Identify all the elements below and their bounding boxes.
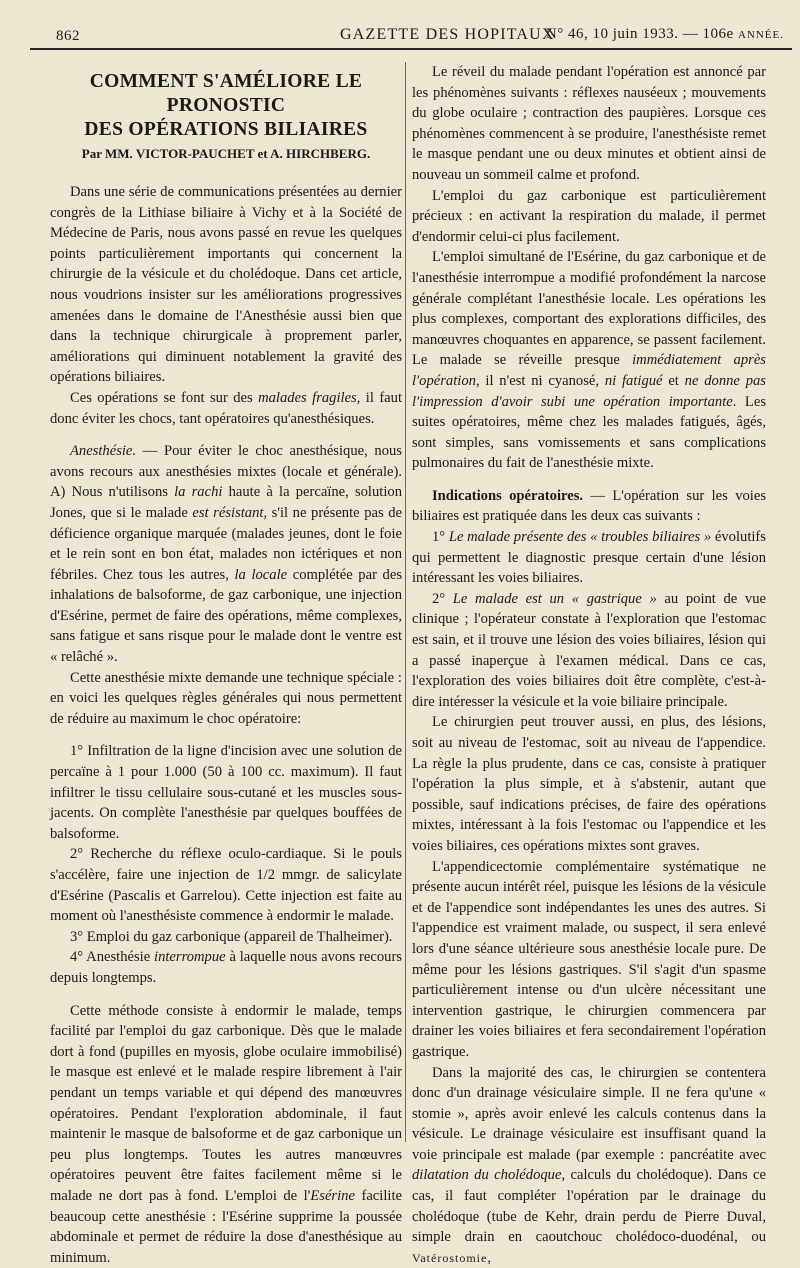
- spacer: [50, 429, 402, 441]
- emphasis: ne donne pas l'impression d'avoir subi une opération importante: [412, 373, 766, 410]
- text-run: ,: [487, 1250, 491, 1266]
- emphasis: malades fragiles: [258, 390, 357, 406]
- emphasis: la rachi: [174, 484, 222, 500]
- journal-title: GAZETTE DES HOPITAUX: [340, 26, 555, 44]
- indication-item-1: [412, 527, 766, 589]
- issue-date: N° 46, 10 juin 1933. —: [546, 26, 698, 42]
- emphasis: Le malade est un « gastrique »: [453, 591, 657, 607]
- text-run: , il faut donc éviter les chocs, tant opératoires qu'anesthésiques.: [50, 390, 402, 427]
- right-column: [412, 62, 766, 1268]
- page-number: 862: [56, 28, 80, 45]
- year-label: 106e: [703, 26, 734, 42]
- text-run: facilite beaucoup cette anesthésie : l'Esérine supprime la poussée abdominale et permet de réduire la dose d'anesthésique au minimum.: [50, 1188, 402, 1266]
- paragraph-chirurgien: Le chirurgien peut trouver aussi, en plus, des lésions, soit au niveau de l'estomac, soit au niveau de l'appendice. La règle la plus prudente, dans ce cas, consiste à pratiquer l'opération la plus simple, et à s'abstenir, autant que possible, sauf indications précises, de faire des opérations mixtes, intéressant à la fois l'estomac ou l'appendice et les voies biliaires, ces opérations mixtes sont graves.: [412, 712, 766, 856]
- text-run: L'emploi simultané de l'Esérine, du gaz carbonique et de l'anesthésie interrompue a modifié profondément la narcose générale complétant l'anesthésie locale. Les opérations les plus complexes, comportant des explorations difficiles, des manœuvres choquantes en apparence, se passent facilement. Le malade se réveille presque: [412, 249, 766, 368]
- text-run: . Les suites opératoires, même chez les malades fatigués, âgés, sont simples, sans vomissements et sans complications pulmonaires du fait de l'anesthésie mixte.: [412, 394, 766, 472]
- text-run: évolutifs qui permettent le diagnostic presque certain d'une lésion intéressant les voies biliaires.: [412, 529, 766, 586]
- text-run: , calculs du cholédoque). Dans ce cas, il faut compléter l'opération par le drainage du cholédoque (tube de Kehr, drain perdu de Pierre Duval, simple drain en caoutchouc cholédoco-duodénal, ou: [412, 1167, 766, 1245]
- running-header: [30, 18, 792, 50]
- paragraph-anesthesie: [50, 441, 402, 668]
- title-line-2: DES OPÉRATIONS BILIAIRES: [50, 118, 402, 142]
- text-run: et: [663, 373, 685, 389]
- list-item-4: [50, 947, 402, 988]
- small-caps-run: Vatérostomie: [412, 1251, 487, 1265]
- paragraph-technique: Cette anesthésie mixte demande une technique spéciale : en voici les quelques règles générales qui nous permettent de réduire au maximum le choc opératoire:: [50, 668, 402, 730]
- text-run: à laquelle nous avons recours depuis longtemps.: [50, 949, 402, 986]
- text-run: haute à la percaïne, solution Jones, que si le malade: [50, 484, 402, 521]
- paragraph-appendicectomie: L'appendicectomie complémentaire systématique ne présente aucun intérêt réel, puisque les lésions de la vésicule et de l'appendice sont indépendantes les unes des autres. Si l'appendice est vraiment malade, ou suspect, il sera enlevé lors d'une séance ultérieure sous anesthésie locale pure. De même pour les lésions gastriques. S'il s'agit d'un spasme particulièrement intense ou d'un ulcère nécessitant une intervention gastrique, le chirurgien commencera par drainer les voies biliaires et fera secondairement l'opération gastrique.: [412, 857, 766, 1063]
- text-run: 1°: [432, 529, 449, 545]
- emphasis: dilatation du cholédoque: [412, 1167, 561, 1183]
- indication-item-2: [412, 589, 766, 713]
- emphasis: immédiatement après l'opération: [412, 352, 766, 389]
- text-run: au point de vue clinique ; l'opérateur constate à l'exploration que l'estomac est sain, et il trouve une lésion des voies biliaires, lésion qui a passé inaperçue à l'examen médical. Dans ce cas, l'exploration des voies biliaires doit être complète, c'est-à-dire intéresser la vésicule et la voie biliaire principale.: [412, 591, 766, 710]
- text-run: Dans la majorité des cas, le chirurgien se contentera donc d'un drainage vésiculaire simple. Il ne fera qu'une « stomie », après avoir enlevé les calculs contenus dans la vésicule. Le drainage vésiculaire est insuffisant quand la voie principale est malade (par exemple : pancréatite avec: [412, 1065, 766, 1163]
- text-run: 2°: [432, 591, 453, 607]
- paragraph-gaz: L'emploi du gaz carbonique est particulièrement précieux : en activant la respiration du malade, il permet d'endormir celui-ci plus facilement.: [412, 186, 766, 248]
- text-run: 4° Anesthésie: [70, 949, 154, 965]
- paragraph-drainage: [412, 1063, 766, 1268]
- text-run: — Pour éviter le choc anesthésique, nous avons recours aux anesthésies mixtes (locale et générale). A) Nous n'utilisons: [50, 443, 402, 500]
- emphasis: Esérine: [310, 1188, 355, 1204]
- text-run: complétée par des inhalations de balsoforme, de gaz carbonique, une injection d'Esérine, permet de faire des opérations, même complexes, sans fatigue et sans risque pour le malade dont le ventre est « relâché ».: [50, 567, 402, 665]
- emphasis: est résistant: [192, 505, 263, 521]
- paragraph-indications: [412, 486, 766, 527]
- text-run: Cette méthode consiste à endormir le malade, temps facilité par l'emploi du gaz carbonique. Dès que le malade dort à fond (pupilles en myosis, globe oculaire immobilisé) le masque est enlevé et le malade respire librement à l'air pendant un temps variable et qui dépend des manœuvres opératoires. Pendant l'exploration abdominale, il faut maintenir le masque de balsoforme et de gaz carbonique un peu plus longtemps. Toutes les autres manœuvres opératoires peuvent être faites facilement même si le malade ne dort pas à fond. L'emploi de l': [50, 1003, 402, 1204]
- text-run: , s'il ne présente pas de déficience organique marquée (malades jeunes, dont le foie et le rein sont en bon état, malades non ictériques et non fébriles. Chez tous les autres,: [50, 505, 402, 583]
- section-head-indications: Indications opératoires.: [432, 488, 583, 504]
- article-title: [50, 70, 402, 142]
- emphasis: interrompue: [154, 949, 226, 965]
- paragraph-fragile: [50, 388, 402, 429]
- annee-label: ANNÉE.: [738, 29, 784, 41]
- column-divider: [405, 62, 406, 1142]
- spacer: [50, 989, 402, 1001]
- paragraph-reveil: Le réveil du malade pendant l'opération est annoncé par les phénomènes suivants : réflexes nauséeux ; mouvements du globe oculaire ; contraction des paupières. Lorsque ces phénomènes commencent à se produire, l'anesthésiste remet le masque pendant une ou deux minutes et obtient ainsi de nouveau un sommeil calme et profond.: [412, 62, 766, 186]
- section-head-anesthesie: Anesthésie.: [70, 443, 136, 459]
- emphasis: Le malade présente des « troubles biliaires »: [449, 529, 711, 545]
- paragraph-methode: [50, 1001, 402, 1268]
- paragraph-intro: Dans une série de communications présentées au dernier congrès de la Lithiase biliaire à Vichy et à la Société de Médecine de Paris, nous avons passé en revue les quelques points particulièrement importants qui concernent la chirurgie de la vésicule et du cholédoque. Dans cet article, nous voudrions insister sur les améliorations progressives amenées dans le domaine de l'Anesthésie aussi bien que dans la technique chirurgicale à proprement parler, améliorations qui diminuent notablement la gravité des opérations biliaires.: [50, 182, 402, 388]
- list-item-1: 1° Infiltration de la ligne d'incision avec une solution de percaïne à 1 pour 1.000 (50 à 100 cc. maximum). Il faut infiltrer le tissu cellulaire sous-cutané et les muscles sous-jacents. On complète l'anesthésie par quelques bouffées de balsoforme.: [50, 741, 402, 844]
- emphasis: la locale: [234, 567, 287, 583]
- spacer: [50, 729, 402, 741]
- text-run: Ces opérations se font sur des: [70, 390, 258, 406]
- list-item-3: 3° Emploi du gaz carbonique (appareil de Thalheimer).: [50, 927, 402, 948]
- title-line-1: COMMENT S'AMÉLIORE LE PRONOSTIC: [50, 70, 402, 118]
- left-column: [50, 62, 402, 1268]
- emphasis: ni fatigué: [605, 373, 663, 389]
- issue-info: [546, 26, 784, 43]
- text-run: , il n'est ni cyanosé,: [476, 373, 605, 389]
- byline: Par MM. VICTOR-PAUCHET et A. HIRCHBERG.: [50, 146, 402, 162]
- spacer: [412, 474, 766, 486]
- paragraph-eserine: [412, 247, 766, 474]
- text-run: — L'opération sur les voies biliaires est pratiquée dans les deux cas suivants :: [412, 488, 766, 525]
- list-item-2: 2° Recherche du réflexe oculo-cardiaque. Si le pouls s'accélère, faire une injection de 1/2 mmgr. de salicylate d'Esérine (Pascalis et Garrelou). Cette injection est faite au moment où l'anesthésiste commence à endormir le malade.: [50, 844, 402, 926]
